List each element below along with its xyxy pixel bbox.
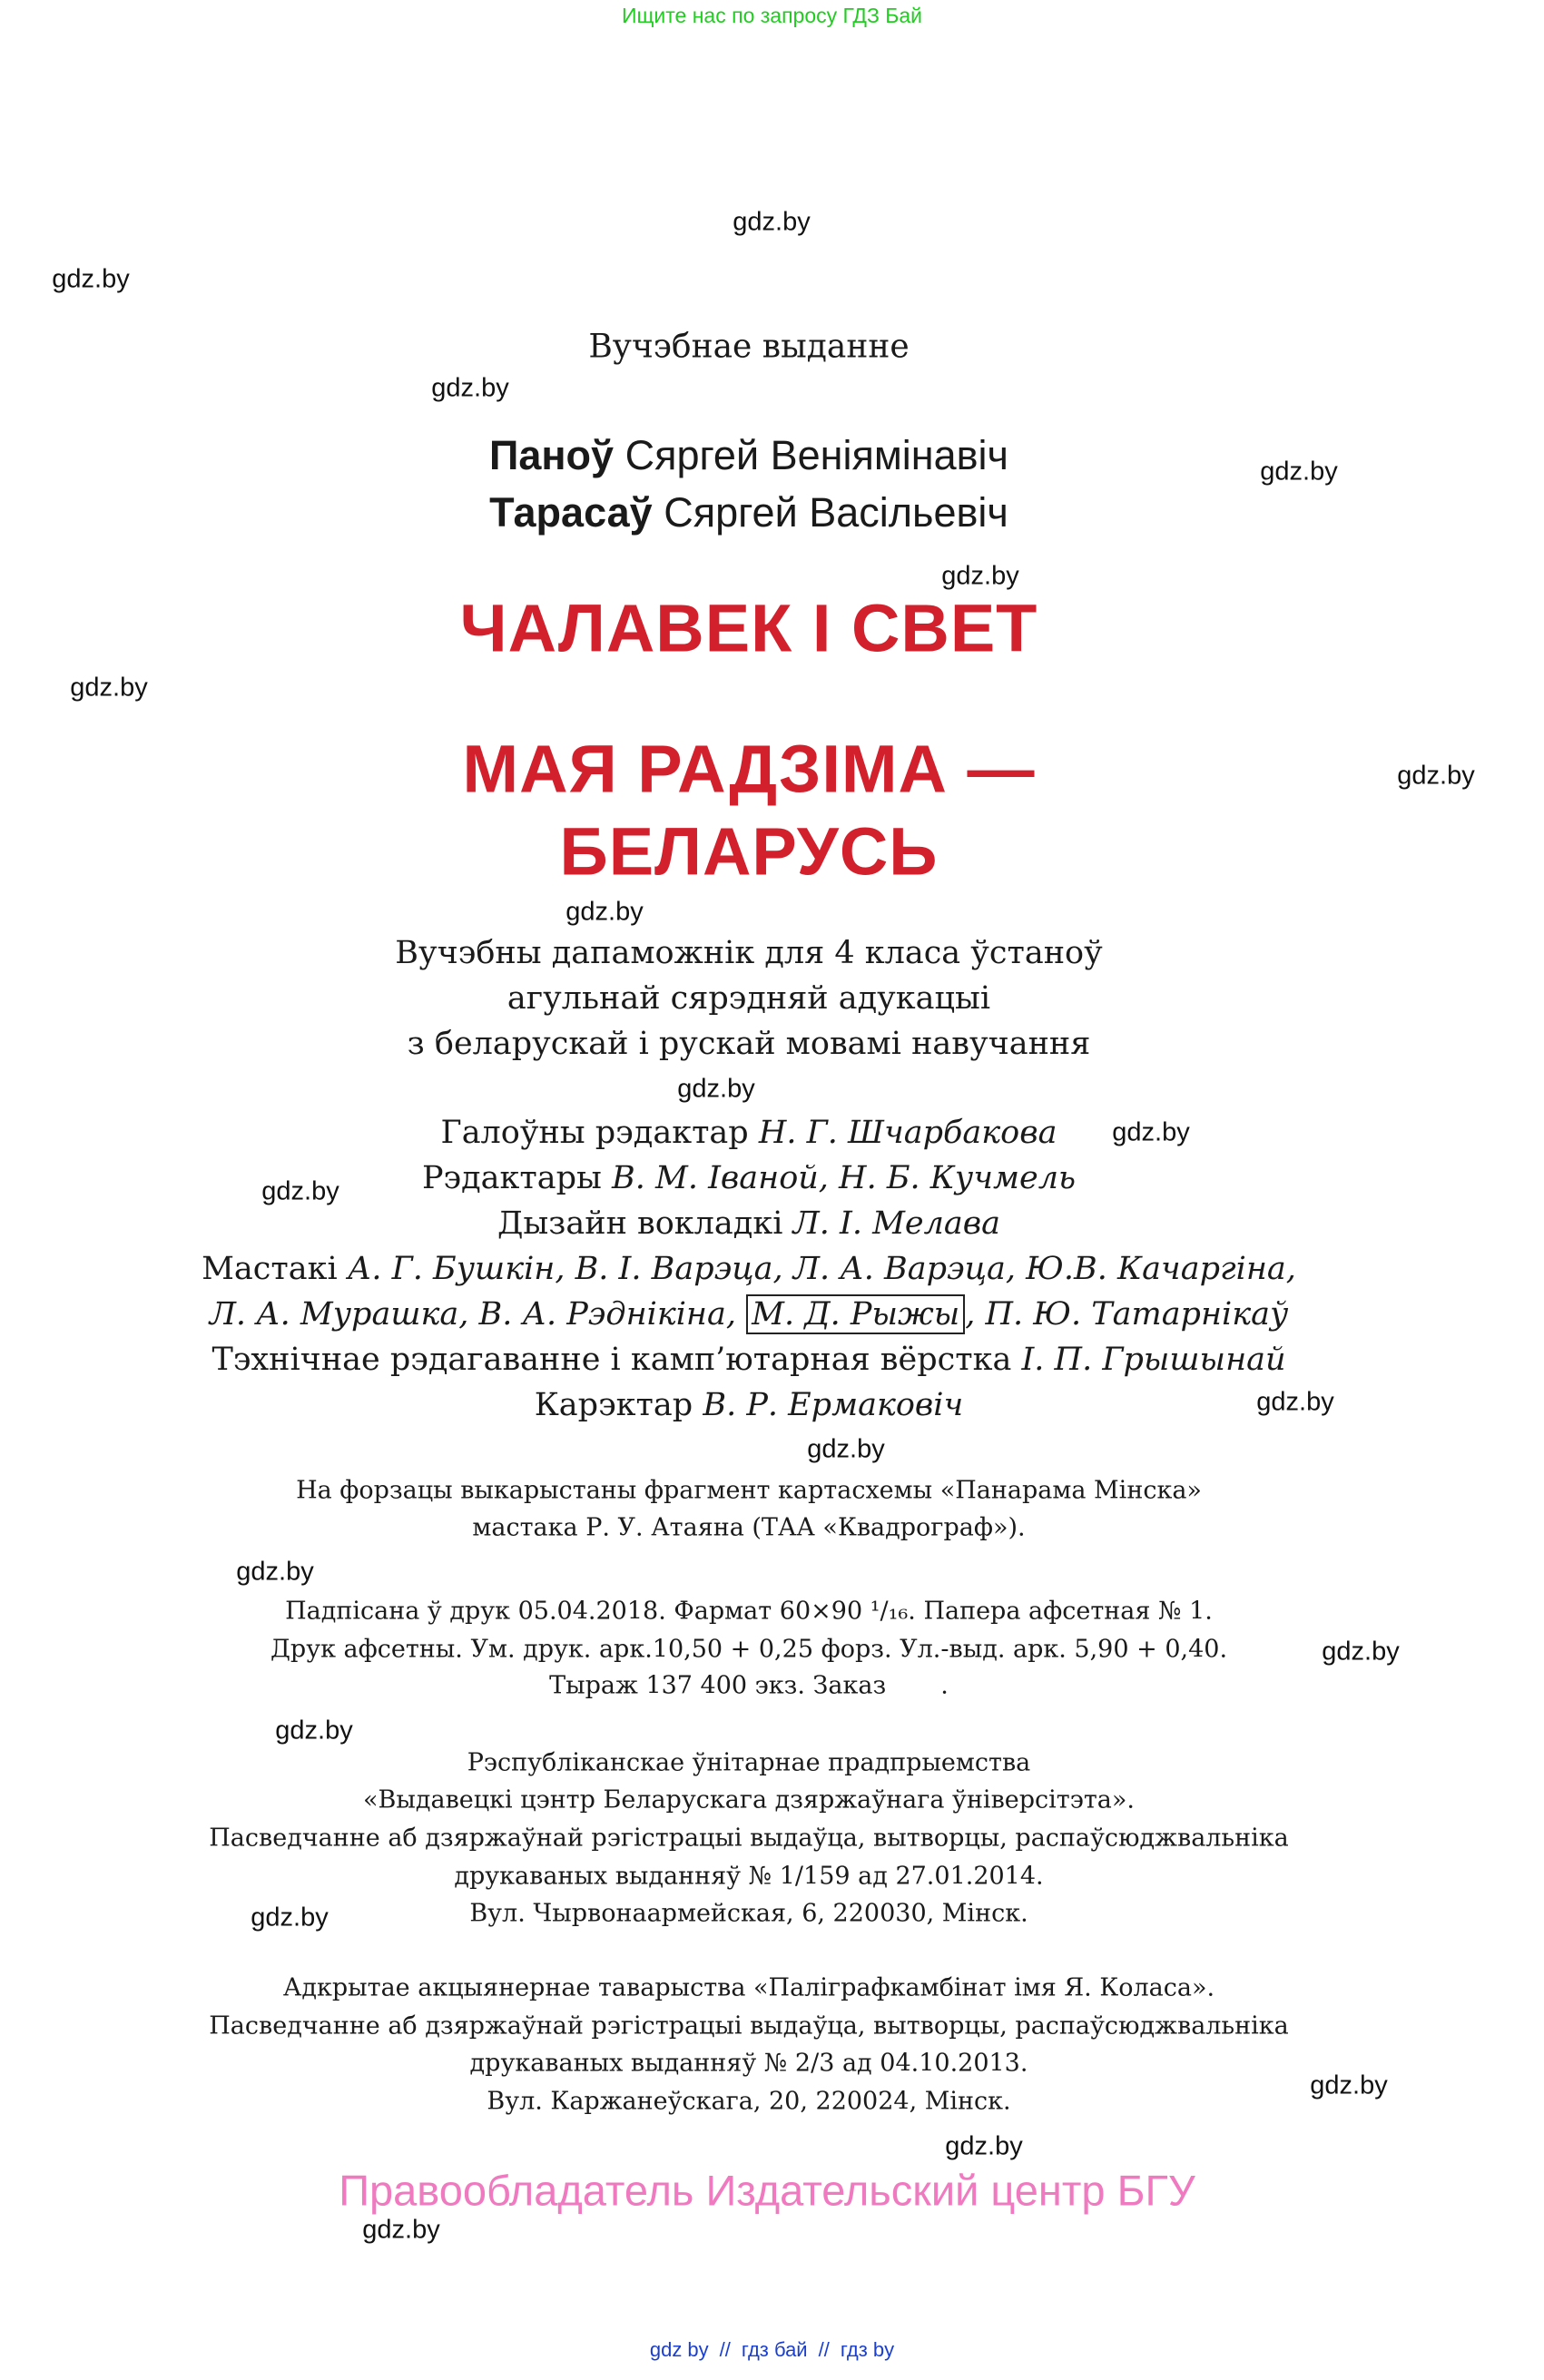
credit-value: Л. І. Мелава [792,1205,1001,1242]
search-hint-link[interactable]: Ищите нас по запросу ГДЗ Бай [621,4,923,27]
watermark: gdz.by [1310,2070,1388,2100]
separator: // [818,2338,830,2361]
footer-links [0,2338,1544,2362]
print-line: Падпісана ў друк 05.04.2018. Фармат 60×90 ¹/₁₆. Папера афсетная № 1. [285,1597,1213,1626]
description-line: з беларускай і рускай мовамі навучання [407,1026,1091,1062]
highlighted-artist: М. Д. Рыжы [746,1294,965,1334]
watermark: gdz.by [565,897,644,927]
credit-value: І. П. Грышынай [1021,1342,1286,1378]
credit-value: В. М. Іваной, Н. Б. Кучмель [612,1160,1077,1196]
watermark: gdz.by [362,2215,440,2245]
watermark: gdz.by [70,673,148,703]
author-1 [0,432,1498,479]
credit-value: , П. Ю. Татарнікаў [965,1296,1289,1333]
separator: // [719,2338,731,2361]
credit-proofreader [0,1387,1498,1423]
credit-label: Дызайн вокладкі [497,1205,783,1242]
watermark: gdz.by [52,264,130,294]
description-line: Вучэбны дапаможнік для 4 класа ўстаноў [395,935,1103,971]
book-subtitle-line: БЕЛАРУСЬ [559,813,939,890]
watermark: gdz.by [1397,761,1475,791]
credit-chief-editor [0,1115,1498,1151]
watermark: gdz.by [733,207,811,237]
watermark: gdz.by [261,1176,339,1206]
printer-line: Пасведчанне аб дзяржаўнай рэгістрацыі выдаўца, вытворцы, распаўсюджвальніка [209,2011,1289,2041]
edition-type: Вучэбнае выданне [588,328,910,366]
author-surname: Тарасаў [489,489,653,536]
description-line: агульнай сярэдняй адукацыі [506,980,991,1017]
publisher-line: друкаваных выданняў № 1/159 ад 27.01.2014. [454,1862,1044,1891]
publisher-line: Пасведчанне аб дзяржаўнай рэгістрацыі выдаўца, вытворцы, распаўсюджвальніка [209,1824,1289,1853]
watermark: gdz.by [1322,1637,1400,1667]
print-line: Тыраж 137 400 экз. Заказ . [549,1671,949,1700]
credit-label: Тэхнічнае рэдагаванне і камп’ютарная вёрстка [211,1342,1012,1378]
credit-label: Галоўны рэдактар [440,1115,749,1151]
footer-link-gdz-by[interactable]: gdz by [649,2338,709,2361]
author-name: Сяргей Васільевіч [664,489,1008,536]
printer-line: Адкрытае акцыянернае таварыства «Паліграфкамбінат імя Я. Коласа». [282,1973,1215,2002]
watermark: gdz.by [945,2131,1023,2161]
watermark: gdz.by [1260,457,1338,487]
endpaper-line: мастака Р. У. Атаяна (ТАА «Квадрограф»). [472,1513,1026,1542]
watermark: gdz.by [941,561,1019,591]
print-line: Друк афсетны. Ум. друк. арк.10,50 + 0,25 форз. Ул.-выд. арк. 5,90 + 0,40. [270,1635,1228,1664]
credit-editors [0,1160,1498,1196]
credit-artists [0,1251,1498,1287]
credit-layout [0,1342,1498,1378]
credit-label: Мастакі [202,1251,338,1287]
watermark: gdz.by [251,1903,329,1933]
credit-label: Карэктар [534,1387,693,1423]
credit-artists-cont [0,1296,1498,1333]
footer-link-gdz-by-cyr[interactable]: гдз by [840,2338,895,2361]
endpaper-line: На форзацы выкарыстаны фрагмент картасхемы «Панарама Мінска» [296,1476,1202,1505]
watermark: gdz.by [1256,1387,1334,1417]
printer-line: Вул. Каржанеўскага, 20, 220024, Мінск. [487,2087,1011,2116]
publisher-line: «Выдавецкі цэнтр Беларускага дзяржаўнага ўніверсітэта». [363,1785,1135,1815]
author-2 [0,489,1498,536]
watermark: gdz.by [275,1716,353,1746]
credit-value: Н. Г. Шчарбакова [758,1115,1057,1151]
printer-line: друкаваных выданняў № 2/3 ад 04.10.2013. [469,2049,1028,2078]
author-name: Сяргей Веніямінавіч [624,432,1008,478]
credit-cover [0,1205,1498,1242]
book-title: ЧАЛАВЕК І СВЕТ [459,590,1038,666]
book-subtitle-line: МАЯ РАДЗІМА — [462,731,1036,807]
credit-value: В. Р. Ермаковіч [703,1387,964,1423]
footer-link-gdz-bai[interactable]: гдз бай [741,2338,808,2361]
copyright-notice: Правообладатель Издательский центр БГУ [339,2166,1195,2215]
watermark: gdz.by [236,1557,314,1587]
publisher-line: Рэспубліканскае ўнітарнае прадпрыемства [467,1748,1031,1777]
credit-value: Л. А. Мурашка, В. А. Рэднікіна, [209,1296,736,1333]
watermark: gdz.by [677,1074,755,1104]
publisher-line: Вул. Чырвонаармейская, 6, 220030, Мінск. [469,1899,1028,1928]
author-surname: Паноў [489,432,615,478]
watermark: gdz.by [431,373,509,403]
watermark: gdz.by [807,1434,885,1464]
credit-label: Рэдактары [421,1160,602,1196]
credit-value: А. Г. Бушкін, В. І. Варэца, Л. А. Варэца, Ю.В. Качаргіна, [347,1251,1296,1287]
watermark: gdz.by [1112,1117,1190,1147]
